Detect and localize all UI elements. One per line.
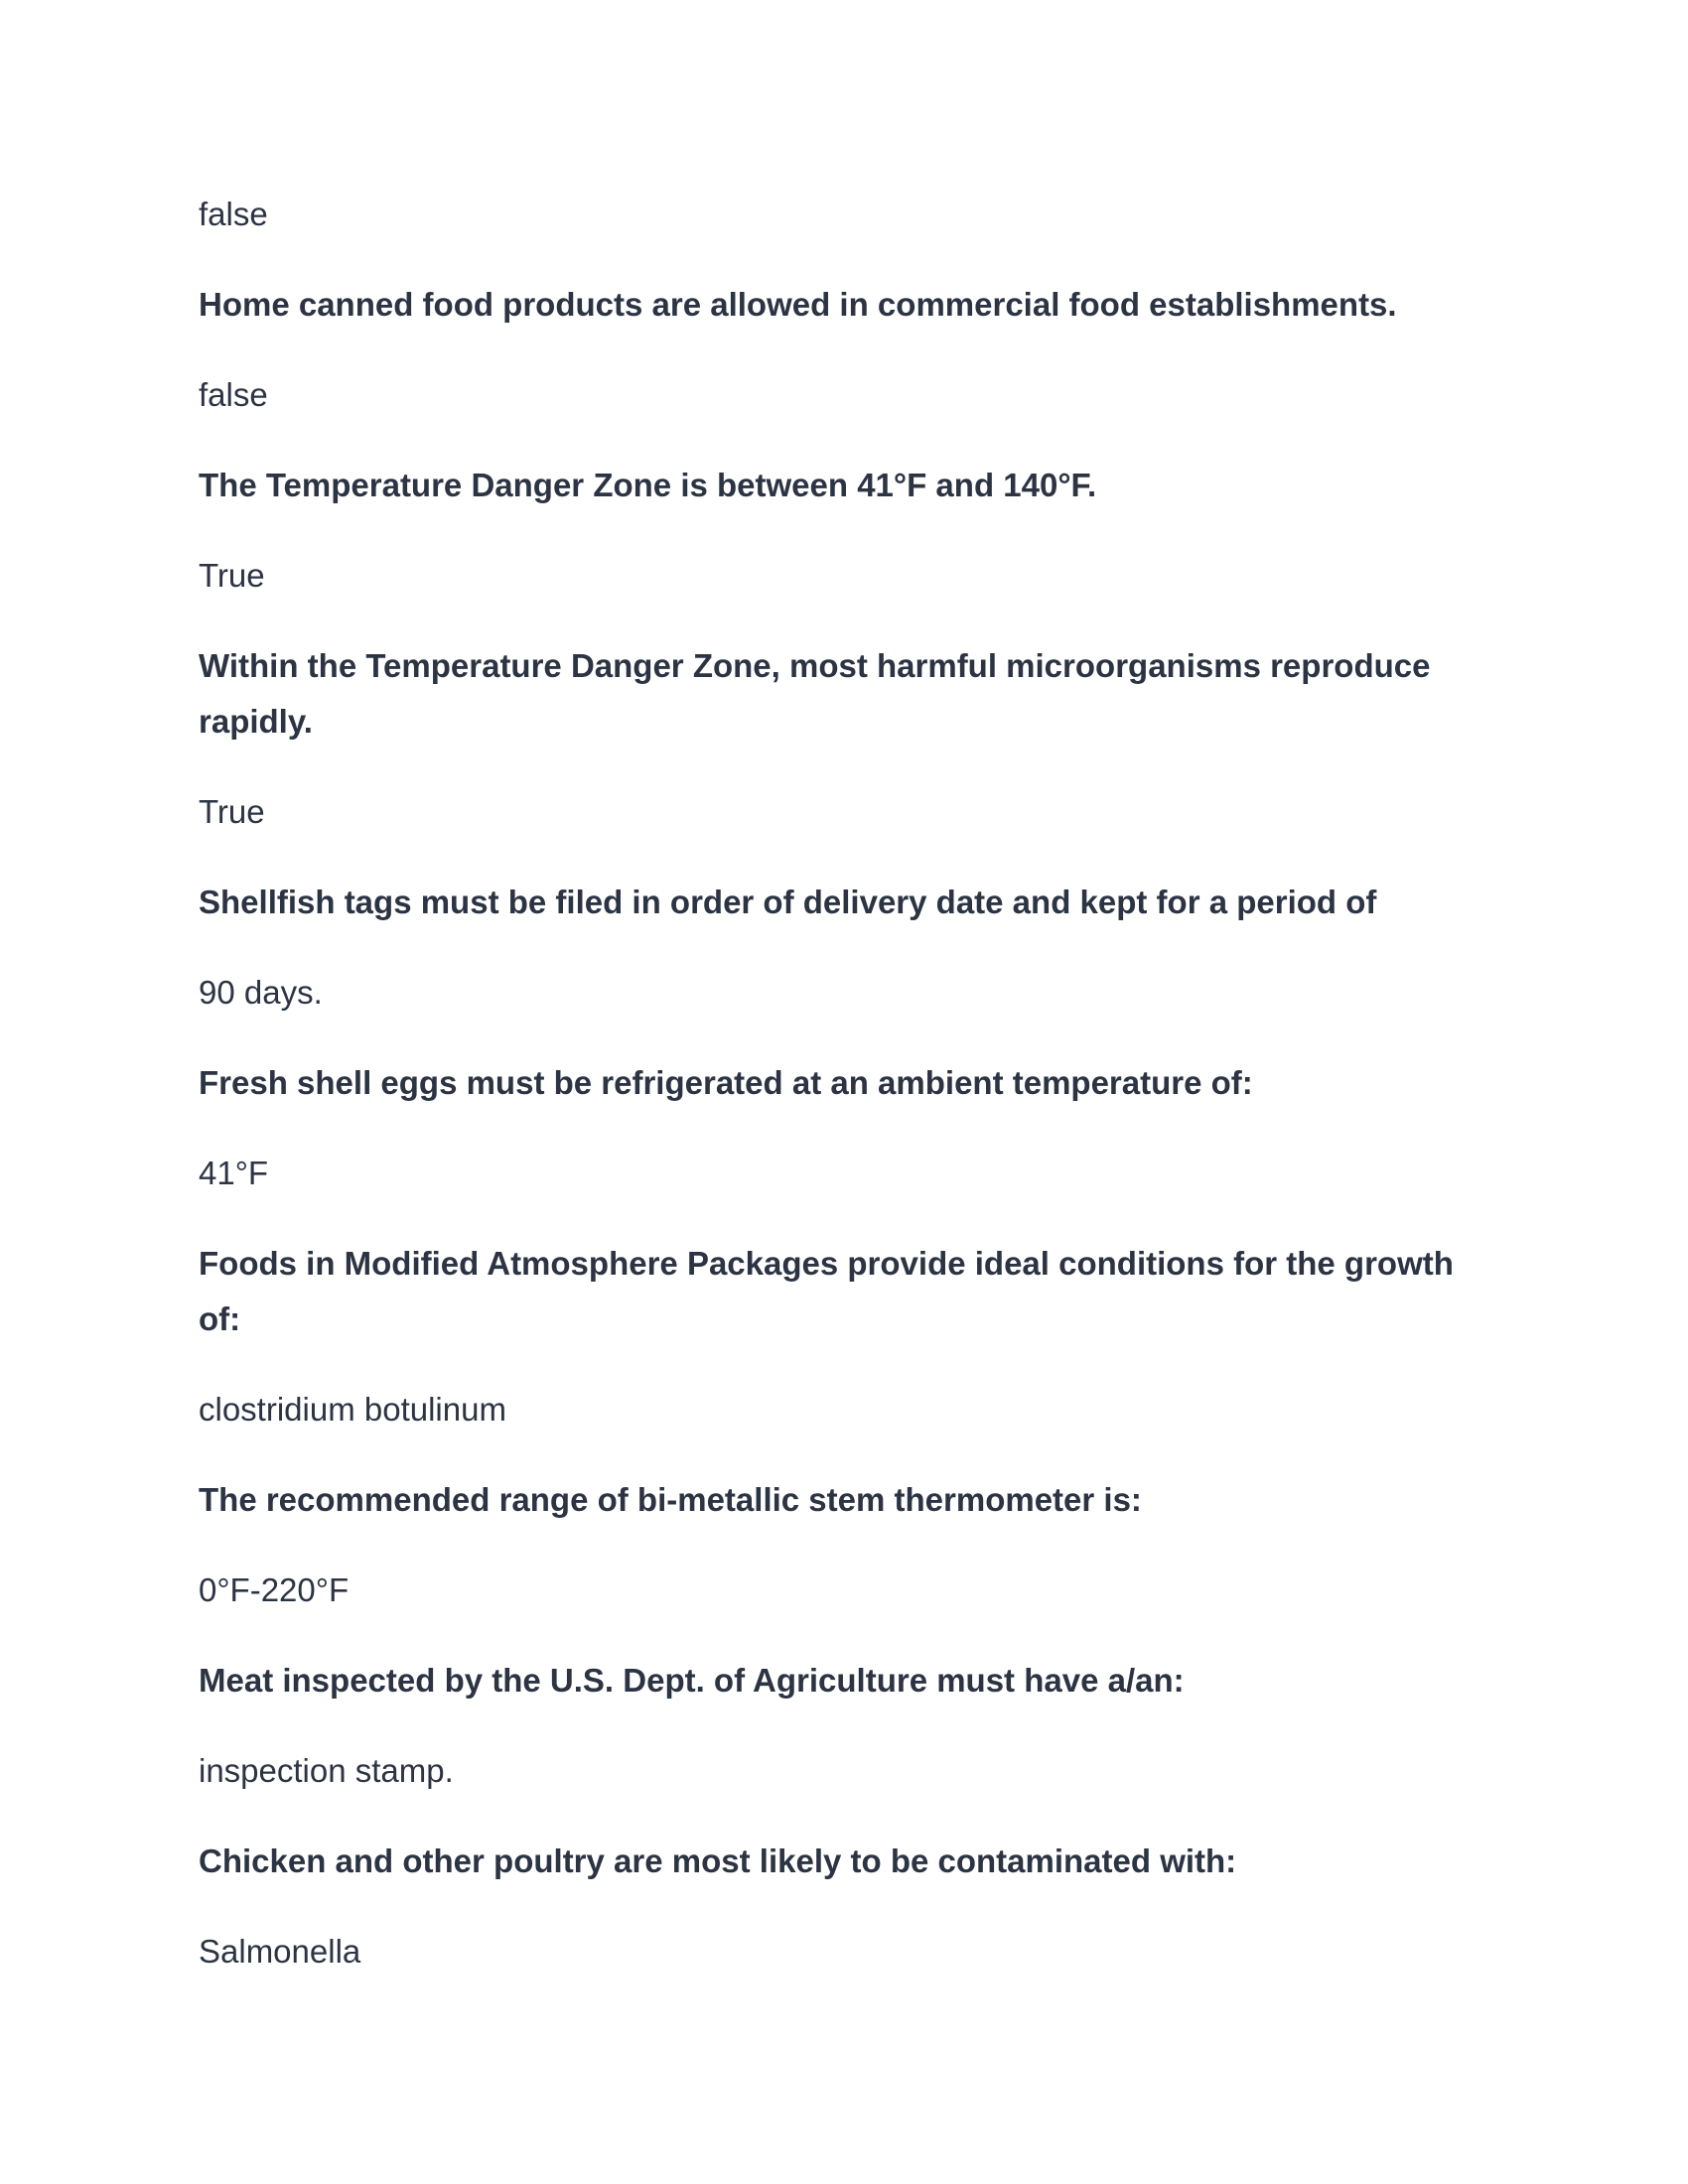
answer-text: 90 days. <box>199 974 323 1011</box>
answer-text: True <box>199 557 265 594</box>
answer-text: 0°F-220°F <box>199 1571 350 1608</box>
answer-text: false <box>199 196 268 232</box>
answer-text: inspection stamp. <box>199 1752 454 1789</box>
answer-text: True <box>199 793 265 830</box>
answer-text: 41°F <box>199 1155 269 1191</box>
answer-text: false <box>199 376 268 413</box>
question-text: Shellfish tags must be filed in order of delivery date and kept for a period of <box>199 884 1377 920</box>
question-text: Within the Temperature Danger Zone, most harmful microorganisms reproduce rapidly. <box>199 647 1431 740</box>
question-text: The recommended range of bi-metallic stem thermometer is: <box>199 1481 1142 1518</box>
question-text: The Temperature Danger Zone is between 41°F and 140°F. <box>199 467 1097 503</box>
question-text: Chicken and other poultry are most likely to be contaminated with: <box>199 1843 1237 1879</box>
answer-text: Salmonella <box>199 1933 361 1970</box>
answer-text: clostridium botulinum <box>199 1391 506 1428</box>
question-text: Fresh shell eggs must be refrigerated at an ambient temperature of: <box>199 1064 1253 1101</box>
question-text: Foods in Modified Atmosphere Packages provide ideal conditions for the growth of: <box>199 1245 1454 1337</box>
question-text: Meat inspected by the U.S. Dept. of Agriculture must have a/an: <box>199 1662 1185 1699</box>
question-text: Home canned food products are allowed in commercial food establishments. <box>199 286 1397 323</box>
